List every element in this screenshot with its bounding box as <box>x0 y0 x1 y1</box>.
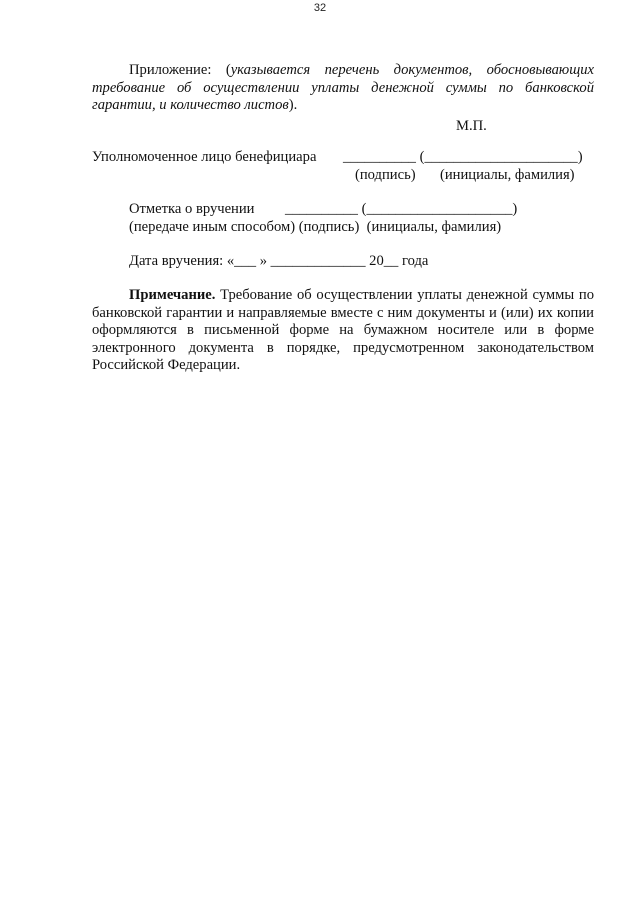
delivery-date-row <box>92 253 594 271</box>
attachment-label: Приложение: ( <box>129 62 231 78</box>
note-paragraph <box>92 287 594 375</box>
delivery-captions-row <box>92 219 594 237</box>
attachment-paragraph <box>92 62 594 115</box>
note-label: Примечание. <box>129 287 216 303</box>
delivery-mark-label: Отметка о вручении <box>129 201 255 217</box>
attachment-description: указывается перечень документов, обосновывающих требование об осуществлении уплаты денежной суммы по банковской гарантии, и количество листов <box>92 62 594 113</box>
delivery-signature-line: __________ (____________________) <box>285 201 518 217</box>
authorized-signature-line: __________ (_____________________) <box>343 149 583 165</box>
delivery-mark-row <box>92 201 594 219</box>
authorized-signature-caption: (подпись) <box>355 167 416 183</box>
authorized-name-caption: (инициалы, фамилия) <box>440 167 575 183</box>
authorized-person-row <box>92 149 594 167</box>
delivery-captions: (передаче иным способом) (подпись) (инициалы, фамилия) <box>129 219 502 235</box>
authorized-person-label: Уполномоченное лицо бенефициара <box>92 149 317 165</box>
stamp-place-label: М.П. <box>456 117 487 134</box>
delivery-date: Дата вручения: «___ » _____________ 20__ года <box>129 253 429 269</box>
authorized-captions-row <box>92 167 594 185</box>
note-text: Требование об осуществлении уплаты денежной суммы по банковской гарантии и направляемые вместе с ним документы и (или) их копии оформляются в письменной форме на бумажном носителе или в форме электронного документа в порядке, предусмотренном законодательством Российской Федерации. <box>92 287 594 373</box>
attachment-closing: ). <box>288 97 298 113</box>
document-body <box>92 62 594 375</box>
page-number: 32 <box>313 2 327 14</box>
